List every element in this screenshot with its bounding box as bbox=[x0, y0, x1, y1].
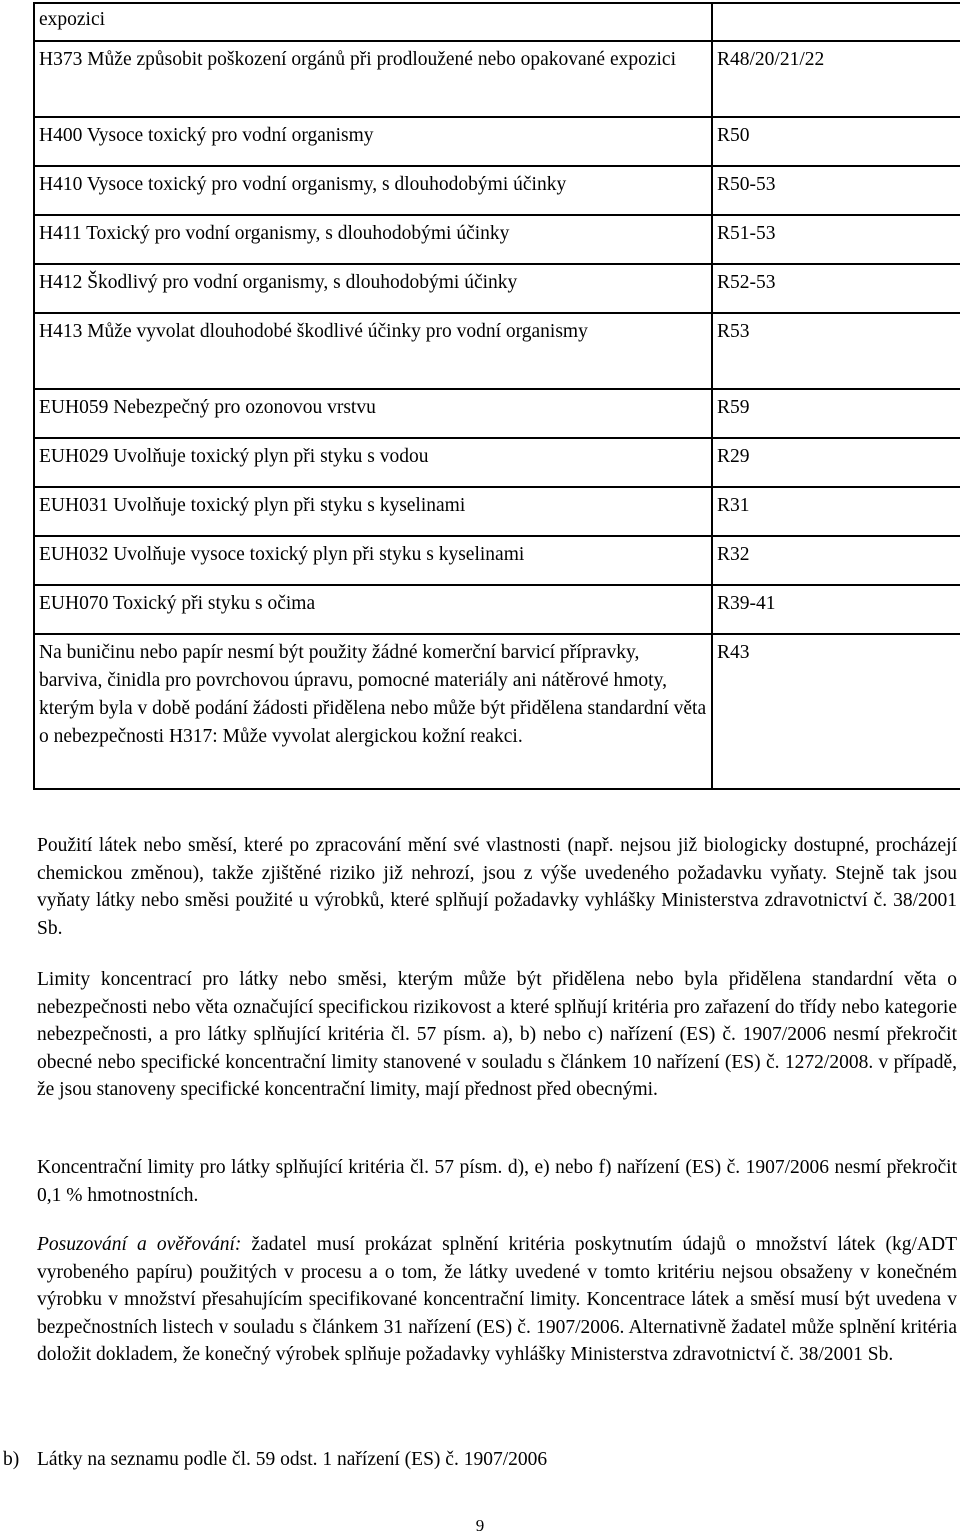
exemption-paragraph: Použití látek nebo směsí, které po zpracování mění své vlastnosti (např. nejsou již biologicky dostupné, procházejí chemickou změnou), takže zjištěné riziko již nehrozí, jsou z výše uvedeného požadavku vyňaty. Stejně tak jsou vyňaty látky nebo směsi použité u výrobků, které splňují požadavky vyhlášky Ministerstva zdravotnictví č. 38/2001 Sb. bbox=[37, 835, 957, 939]
page-number: 9 bbox=[475, 1516, 485, 1535]
table-row bbox=[34, 41, 960, 117]
risk-phrase-cell: R31 bbox=[712, 487, 960, 536]
risk-phrase-cell: R39-41 bbox=[712, 585, 960, 634]
risk-phrase-cell: R48/20/21/22 bbox=[712, 41, 960, 117]
hazard-statement-cell: EUH032 Uvolňuje vysoce toxický plyn při styku s kyselinami bbox=[34, 536, 712, 585]
table-row bbox=[34, 536, 960, 585]
table-row bbox=[34, 117, 960, 166]
hazard-statement-cell: H412 Škodlivý pro vodní organismy, s dlouhodobými účinky bbox=[34, 264, 712, 313]
table-row bbox=[34, 313, 960, 389]
table-row bbox=[34, 389, 960, 438]
risk-phrase-cell: R59 bbox=[712, 389, 960, 438]
concentration-limits-paragraph: Limity koncentrací pro látky nebo směsi, kterým může být přidělena nebo byla přidělena standardní věta o nebezpečnosti nebo věta označující specifickou rizikovost a které splňují kritéria pro zařazení do třídy nebo kategorie nebezpečnosti, a pro látky splňující kritéria čl. 57 písm. a), b) nebo c) nařízení (ES) č. 1907/2006 nesmí překročit obecné nebo specifické koncentrační limity stanovené v souladu s článkem 10 nařízení (ES) č. 1272/2008. v případě, že jsou stanoveny specifické koncentrační limity, mají přednost před obecnými. bbox=[37, 969, 957, 1100]
svhc-limit-paragraph: Koncentrační limity pro látky splňující kritéria čl. 57 písm. d), e) nebo f) nařízení (ES) č. 1907/2006 nesmí překročit 0,1 % hmotnostních. bbox=[37, 1157, 957, 1206]
hazard-statement-cell: Na buničinu nebo papír nesmí být použity žádné komerční barvicí přípravky, barviva, činidla pro povrchovou úpravu, pomocné materiály ani nátěrové hmoty, kterým byla v době podání žádosti přidělena nebo může být přidělena standardní věta o nebezpečnosti H317: Může vyvolat alergickou kožní reakci. bbox=[34, 634, 712, 789]
risk-phrase-cell: R32 bbox=[712, 536, 960, 585]
hazard-statement-cell: H400 Vysoce toxický pro vodní organismy bbox=[34, 117, 712, 166]
risk-phrase-cell: R51-53 bbox=[712, 215, 960, 264]
table-row bbox=[34, 634, 960, 789]
table-row bbox=[34, 487, 960, 536]
assessment-text: žadatel musí prokázat splnění kritéria poskytnutím údajů o množství látek (kg/ADT vyrobeného papíru) použitých v procesu a o tom, že látky uvedené v tomto kritériu nejsou obsaženy v konečném výrobku v množství přesahujícím specifikované koncentrační limity. Koncentrace látek a směsí musí být uvedena v bezpečnostních listech v souladu s článkem 31 nařízení (ES) č. 1907/2006. Alternativně žadatel může splnění kritéria doložit dokladem, že konečný výrobek splňuje požadavky vyhlášky Ministerstva zdravotnictví č. 38/2001 Sb. bbox=[37, 1234, 957, 1365]
table-row bbox=[34, 3, 960, 41]
hazard-statement-cell: EUH059 Nebezpečný pro ozonovou vrstvu bbox=[34, 389, 712, 438]
hazard-statement-cell: H413 Může vyvolat dlouhodobé škodlivé účinky pro vodní organismy bbox=[34, 313, 712, 389]
risk-phrase-cell: R52-53 bbox=[712, 264, 960, 313]
hazard-statement-cell: H411 Toxický pro vodní organismy, s dlouhodobými účinky bbox=[34, 215, 712, 264]
list-item-b bbox=[3, 1446, 923, 1474]
risk-phrase-cell bbox=[712, 3, 960, 41]
risk-phrase-cell: R43 bbox=[712, 634, 960, 789]
list-marker: b) bbox=[3, 1449, 20, 1470]
hazard-statement-cell: expozici bbox=[34, 3, 712, 41]
hazard-statement-cell: EUH029 Uvolňuje toxický plyn při styku s vodou bbox=[34, 438, 712, 487]
hazard-statement-cell: EUH070 Toxický při styku s očima bbox=[34, 585, 712, 634]
table-row bbox=[34, 215, 960, 264]
table-row bbox=[34, 585, 960, 634]
assessment-paragraph bbox=[37, 1231, 957, 1369]
table-row bbox=[34, 438, 960, 487]
hazard-statement-table bbox=[33, 2, 960, 790]
table-row bbox=[34, 264, 960, 313]
list-item-text: Látky na seznamu podle čl. 59 odst. 1 nařízení (ES) č. 1907/2006 bbox=[37, 1449, 548, 1470]
hazard-statement-cell: H410 Vysoce toxický pro vodní organismy, s dlouhodobými účinky bbox=[34, 166, 712, 215]
risk-phrase-cell: R53 bbox=[712, 313, 960, 389]
assessment-label: Posuzování a ověřování: bbox=[37, 1234, 242, 1255]
hazard-statement-cell: EUH031 Uvolňuje toxický plyn při styku s kyselinami bbox=[34, 487, 712, 536]
risk-phrase-cell: R50-53 bbox=[712, 166, 960, 215]
hazard-statement-cell: H373 Může způsobit poškození orgánů při prodloužené nebo opakované expozici bbox=[34, 41, 712, 117]
risk-phrase-cell: R29 bbox=[712, 438, 960, 487]
table-row bbox=[34, 166, 960, 215]
risk-phrase-cell: R50 bbox=[712, 117, 960, 166]
